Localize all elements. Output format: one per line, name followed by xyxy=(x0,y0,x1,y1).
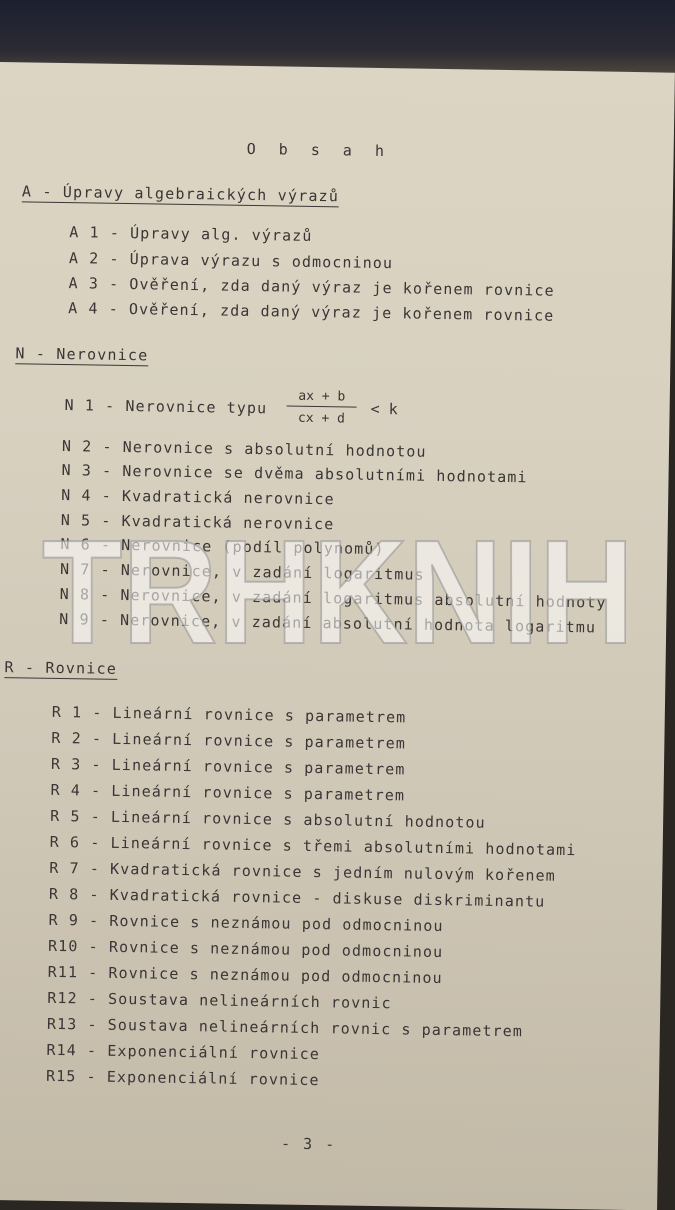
fraction-numerator: ax + b xyxy=(287,389,357,408)
toc-entry-r1: R 1 - Lineární rovnice s parametrem xyxy=(51,702,407,727)
fraction-denominator: cx + d xyxy=(297,410,346,427)
toc-entry-a3: A 3 - Ověření, zda daný výraz je kořenem rovnice xyxy=(68,274,555,300)
page-title: O b s a h xyxy=(246,139,392,161)
toc-entry-r7: R 7 - Kvadratická rovnice s jedním nulovým kořenem xyxy=(49,858,556,885)
toc-entry-r12: R12 - Soustava nelineárních rovnic xyxy=(47,988,392,1013)
toc-entry-n7: N 7 - Nerovnice, v zadání logaritmus xyxy=(59,560,425,584)
toc-entry-r5: R 5 - Lineární rovnice s absolutní hodnotou xyxy=(50,806,486,832)
section-heading-n: N - Nerovnice xyxy=(15,344,149,365)
toc-entry-n9: N 9 - Nerovnice, v zadání absolutní hodnota logaritmu xyxy=(59,610,597,637)
toc-entry-a1: A 1 - Úpravy alg. výrazů xyxy=(69,223,313,245)
toc-entry-n4: N 4 - Kvadratická nerovnice xyxy=(61,486,335,509)
toc-entry-n3: N 3 - Nerovnice se dvěma absolutními hodnotami xyxy=(61,461,528,487)
toc-entry-r8: R 8 - Kvadratická rovnice - diskuse diskriminantu xyxy=(48,884,546,911)
toc-entry-r6: R 6 - Lineární rovnice s třemi absolutními hodnotami xyxy=(49,832,577,860)
toc-entry-r10: R10 - Rovnice s neznámou pod odmocninou xyxy=(47,936,444,962)
toc-entry-n6: N 6 - Nerovnice (podíl polynomů) xyxy=(60,535,385,559)
toc-entry-r15: R15 - Exponenciální rovnice xyxy=(45,1066,320,1090)
section-heading-r: R - Rovnice xyxy=(4,658,118,678)
toc-entry-r13: R13 - Soustava nelineárních rovnic s parametrem xyxy=(46,1014,524,1041)
toc-entry-r4: R 4 - Lineární rovnice s parametrem xyxy=(50,780,406,805)
toc-entry-n5: N 5 - Kvadratická nerovnice xyxy=(60,511,335,534)
paper-page xyxy=(0,62,675,1210)
toc-entry-a4: A 4 - Ověření, zda daný výraz je kořenem rovnice xyxy=(68,299,555,325)
toc-entry-a2: A 2 - Úprava výrazu s odmocninou xyxy=(68,249,394,273)
toc-entry-r9: R 9 - Rovnice s neznámou pod odmocninou xyxy=(48,910,444,936)
toc-entry-n1-label: N 1 - Nerovnice typu xyxy=(64,396,268,418)
watermark-text: TRHKNIH xyxy=(42,515,634,665)
inequality-rhs: < k xyxy=(370,399,398,419)
fraction-expression xyxy=(286,389,357,427)
dark-background xyxy=(0,0,675,72)
toc-entry-r14: R14 - Exponenciální rovnice xyxy=(46,1040,321,1064)
page-number: - 3 - xyxy=(280,1134,337,1154)
toc-entry-n8: N 8 - Nerovnice, v zadání logaritmus absolutní hodnoty xyxy=(59,585,607,612)
toc-entry-r11: R11 - Rovnice s neznámou pod odmocninou xyxy=(47,962,443,988)
toc-entry-r3: R 3 - Lineární rovnice s parametrem xyxy=(50,754,406,779)
toc-entry-r2: R 2 - Lineární rovnice s parametrem xyxy=(51,728,407,753)
toc-entry-n2: N 2 - Nerovnice s absolutní hodnotou xyxy=(61,437,427,461)
section-heading-a: A - Úpravy algebraických výrazů xyxy=(21,182,340,206)
